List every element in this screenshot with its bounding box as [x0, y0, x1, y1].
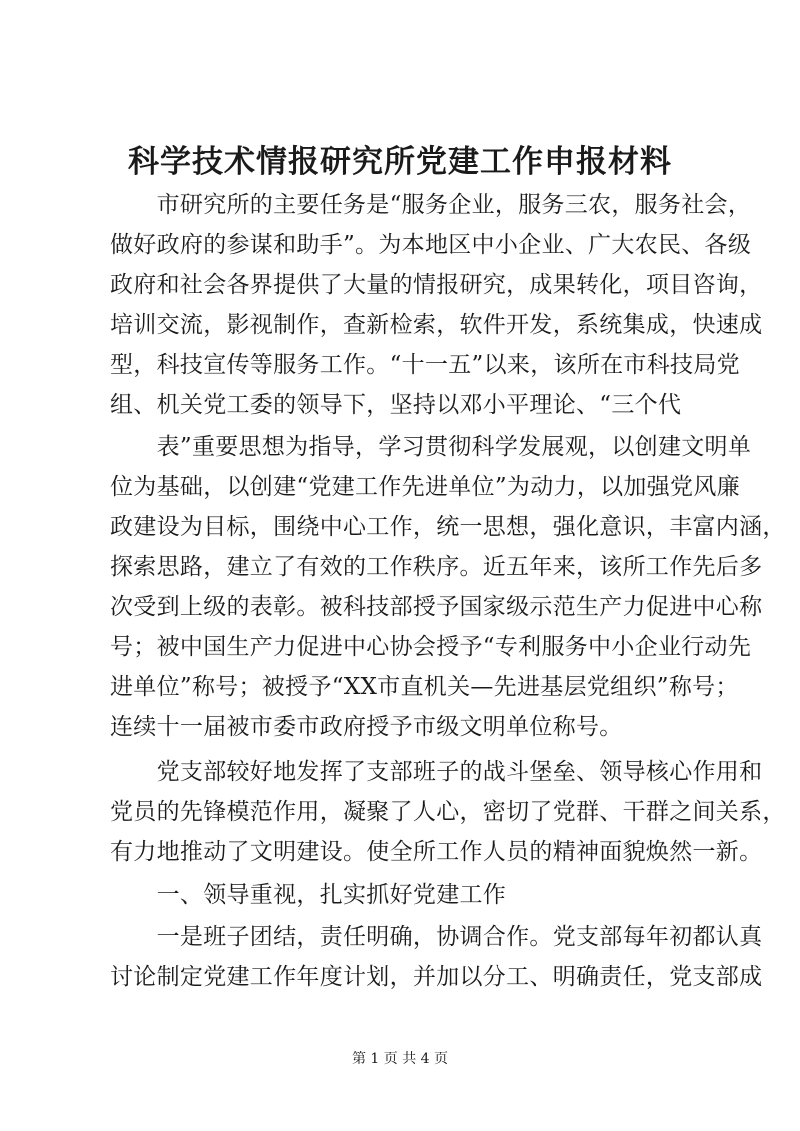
body-line-8: 位为基础，以创建“党建工作先进单位”为动力，以加强党风廉: [110, 474, 740, 500]
body-line-14: 连续十一届被市委市政府授予市级文明单位称号。: [110, 714, 623, 740]
body-line-20: 讨论制定党建工作年度计划，并加以分工、明确责任，党支部成: [110, 964, 763, 990]
body-line-5: 型，科技宣传等服务工作。“十一五”以来，该所在市科技局党: [110, 352, 740, 378]
body-line-1: 市研究所的主要任务是“服务企业，服务三农，服务社会，: [110, 192, 752, 218]
body-line-7: 表”重要思想为指导，学习贯彻科学发展观，以创建文明单: [110, 434, 752, 460]
body-line-16: 党员的先锋模范作用，凝聚了人心，密切了党群、干群之间关系，: [110, 799, 786, 825]
body-line-17: 有力地推动了文明建设。使全所工作人员的精神面貌焕然一新。: [110, 839, 763, 865]
body-line-9: 政建设为目标，围绕中心工作，统一思想，强化意识，丰富内涵，: [110, 514, 786, 540]
body-line-15: 党支部较好地发挥了支部班子的战斗堡垒、领导核心作用和: [110, 759, 763, 785]
body-line-12: 号；被中国生产力促进中心协会授予“专利服务中小企业行动先: [110, 634, 752, 660]
body-line-2: 做好政府的参谋和助手”。为本地区中小企业、广大农民、各级: [110, 232, 752, 258]
page-indicator: 第 1 页 共 4 页: [351, 1051, 449, 1067]
body-line-13: 进单位”称号；被授予“XX市直机关—先进基层党组织”称号；: [110, 674, 739, 700]
body-line-10: 探索思路，建立了有效的工作秩序。近五年来，该所工作先后多: [110, 554, 763, 580]
body-line-3: 政府和社会各界提供了大量的情报研究，成果转化，项目咨询，: [110, 272, 763, 298]
body-line-6: 组、机关党工委的领导下，坚持以邓小平理论、“三个代: [110, 392, 682, 418]
body-line-11: 次受到上级的表彰。被科技部授予国家级示范生产力促进中心称: [110, 594, 763, 620]
section-heading: 一、领导重视，扎实抓好党建工作: [110, 882, 507, 908]
body-line-4: 培训交流，影视制作，查新检索，软件开发，系统集成，快速成: [110, 312, 763, 338]
body-line-19: 一是班子团结，责任明确，协调合作。党支部每年初都认真: [110, 924, 763, 950]
document-title: 科学技术情报研究所党建工作申报材料: [128, 144, 672, 180]
